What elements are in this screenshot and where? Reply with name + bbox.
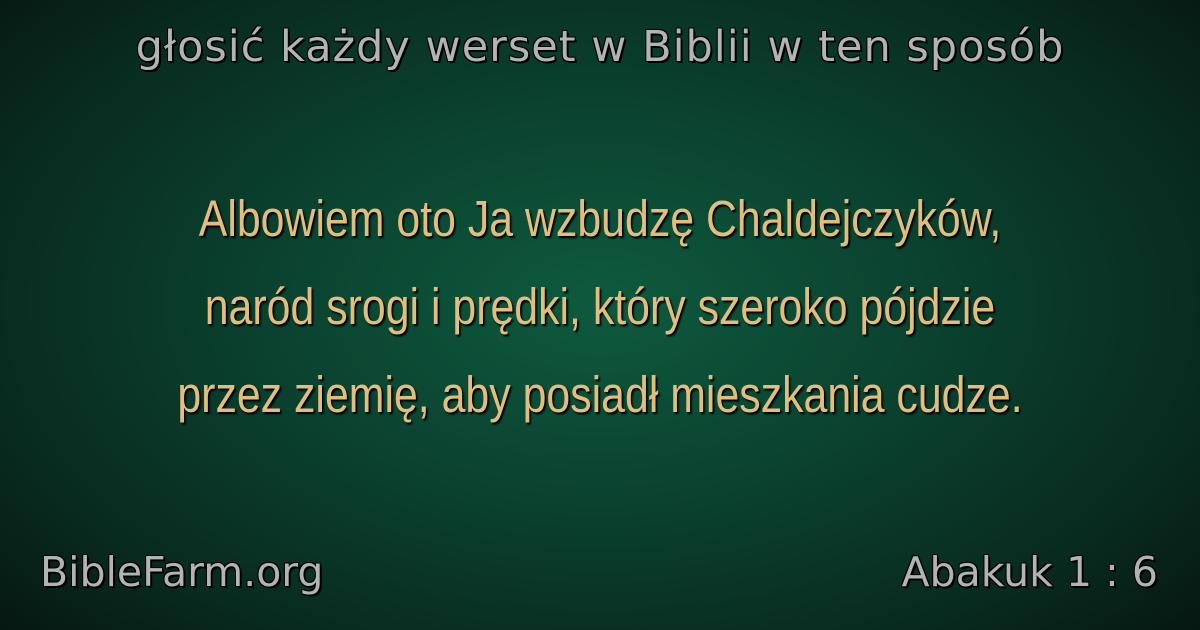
verse-line: Albowiem oto Ja wzbudzę Chaldejczyków, bbox=[198, 190, 1002, 247]
header-title: głosić każdy werset w Biblii w ten sposób bbox=[135, 22, 1065, 72]
verse-line: przez ziemię, aby posiadł mieszkania cudze. bbox=[177, 366, 1023, 423]
verse-line: naród srogi i prędki, który szeroko pójdzie bbox=[204, 278, 996, 335]
verse-reference: Abakuk 1 : 6 bbox=[901, 548, 1158, 596]
site-name: BibleFarm.org bbox=[40, 548, 324, 596]
verse-text bbox=[130, 175, 1071, 439]
